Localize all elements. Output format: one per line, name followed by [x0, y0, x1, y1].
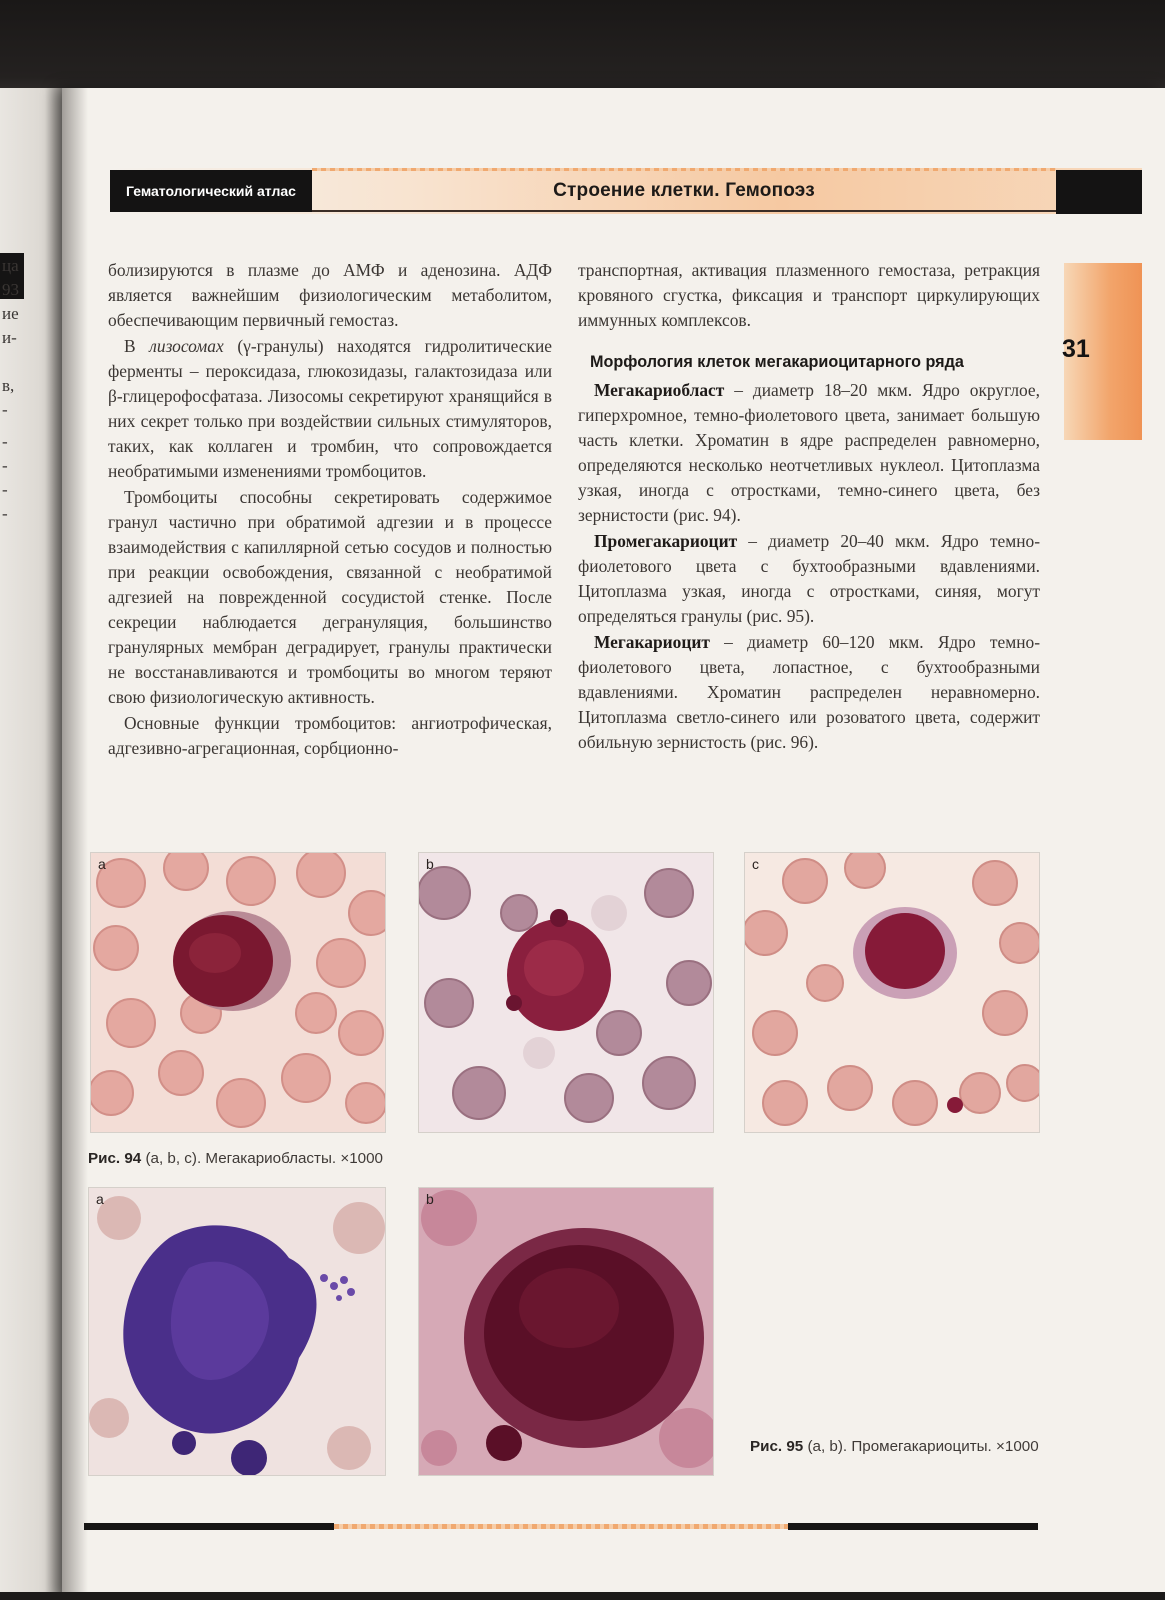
prev-text-fragment: -	[2, 480, 8, 499]
header-rule	[312, 210, 1056, 212]
running-head-chapter-title: Строение клетки. Гемопоэз	[553, 180, 815, 201]
header-right-block	[1056, 170, 1142, 214]
prev-text-fragment: в,	[2, 376, 15, 395]
paragraph-megakaryocyte	[578, 630, 1040, 755]
caption-text: (a, b, c). Мегакариобласты. ×1000	[141, 1150, 383, 1167]
left-text-column	[108, 258, 552, 761]
paragraph-promegakaryocyte	[578, 529, 1040, 629]
prev-text-fragment: -	[2, 432, 8, 451]
scan-bottom-edge	[0, 1592, 1165, 1600]
text-run: – диаметр 20–40 мкм. Ядро темно-фиолетового цвета с бухтообразными вдавлениями. Цитоплазма узкая, иногда с отростками, синяя, могут определяться гранулы (рис. 95).	[578, 531, 1040, 626]
page-gutter-shadow	[62, 88, 88, 1600]
panel-label: a	[98, 856, 106, 872]
term-megakaryoblast: Мегакариобласт	[594, 380, 725, 400]
prev-text-fragment: ие	[2, 304, 19, 323]
prev-text-fragment: -	[2, 504, 8, 523]
figure-reference: Рис. 94	[88, 1150, 142, 1167]
footer-rule-left	[84, 1523, 334, 1530]
term-megakaryocyte: Мегакариоцит	[594, 632, 710, 652]
panel-label: c	[752, 856, 759, 872]
panel-label: b	[426, 1191, 434, 1207]
micrograph-fig94-c	[744, 852, 1040, 1133]
micrograph-fig95-a	[88, 1187, 386, 1476]
header-dotted-line	[312, 168, 1056, 171]
text-run: – диаметр 60–120 мкм. Ядро темно-фиолетового цвета, лопастное, с бухтообразными вдавлениями. Хроматин распределен неравномерно. Цитоплазма светло-синего или розоватого цвета, содержит обильную зернистость (рис. 96).	[578, 632, 1040, 752]
prev-text-fragment: и-	[2, 328, 17, 347]
footer-dotted-rule	[334, 1524, 788, 1529]
footer-rule-right	[788, 1523, 1038, 1530]
prev-text-fragment: -	[2, 400, 8, 419]
text-run: – диаметр 18–20 мкм. Ядро округлое, гиперхромное, темно-фиолетового цвета, занимает большую часть клетки. Хроматин в ядре распределен равномерно, определяются несколько неотчетливых нуклеол. Цитоплазма узкая, иногда с отростками, темно-синего цвета, без зернистости (рис. 94).	[578, 380, 1040, 525]
text-run: (γ-гранулы) находятся гидролитические ферменты – пероксидаза, глюкозидазы, галактозидаза или β-глицерофосфатаза. Лизосомы секретируют хранящийся в них секрет только при воздействии сильных стимуляторов, таких, как коллаген и тромбин, что сопровождается необратимыми изменениями тромбоцитов.	[108, 336, 553, 481]
paragraph: транспортная, активация плазменного гемостаза, ретракция кровяного сгустка, фиксация и транспорт циркулирующих иммунных комплексов.	[578, 260, 1040, 330]
prev-text-fragment: 93	[2, 280, 19, 299]
prev-text-fragment: ца	[2, 256, 19, 275]
term-promegakaryocyte: Промегакариоцит	[594, 531, 738, 551]
paragraph: Основные функции тромбоцитов: ангиотрофическая, адгезивно-агрегационная, сорбционно-	[108, 713, 552, 758]
italic-term: лизосомах	[149, 336, 224, 356]
figure-caption-95	[750, 1436, 1050, 1458]
panel-label: a	[96, 1191, 104, 1207]
micrograph-fig95-b	[418, 1187, 714, 1476]
figure-caption-94	[88, 1148, 688, 1170]
previous-page-edge	[0, 88, 64, 1600]
right-text-column	[578, 258, 1040, 755]
paragraph-megakaryoblast	[578, 378, 1040, 528]
text-run: В	[124, 336, 150, 356]
paragraph-lysosomes	[108, 334, 552, 484]
prev-text-fragment: -	[2, 456, 8, 475]
micrograph-fig94-b	[418, 852, 714, 1133]
section-subheading: Морфология клеток мегакариоцитарного ряда	[590, 353, 964, 371]
caption-text: (a, b). Промегакариоциты. ×1000	[803, 1438, 1039, 1455]
paragraph: болизируются в плазме до АМФ и аденозина. АДФ является важнейшим физиологическим метаболитом, обеспечивающим первичный гемостаз.	[108, 260, 552, 330]
page-number: 31	[1062, 335, 1090, 363]
running-head-book-title: Гематологический атлас	[110, 170, 312, 212]
paragraph: Тромбоциты способны секретировать содержимое гранул частично при обратимой адгезии и в процессе взаимодействия с капиллярной сетью сосудов и полностью при реакции освобождения, связанной с необратимой адгезией на поврежденной сосудистой стенке. После секреции наблюдается дегрануляция, большинство гранулярных мембран деградирует, гранулы практически не восстанавливаются и тромбоциты во многом теряют свою физиологическую активность.	[108, 487, 552, 707]
panel-label: b	[426, 856, 434, 872]
micrograph-fig94-a	[90, 852, 386, 1133]
figure-reference: Рис. 95	[750, 1438, 804, 1455]
